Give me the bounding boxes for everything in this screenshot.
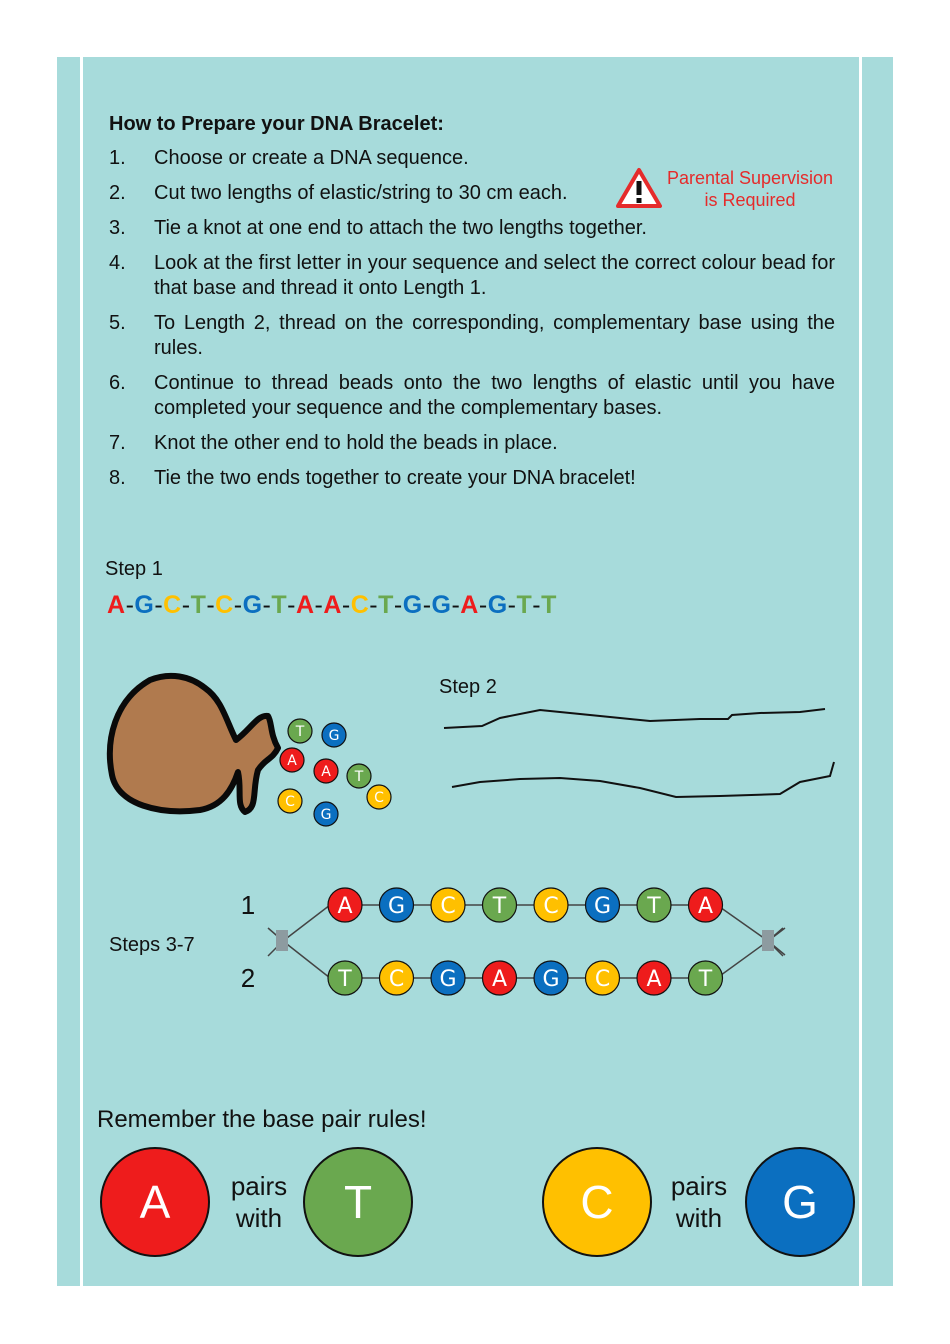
bracelet-bead [380,888,414,922]
sequence-dash: - [478,591,488,619]
sequence-base: A [295,591,315,619]
list-item: 2. Cut two lengths of elastic/string to 30 cm each. [109,182,568,204]
rules-title: Remember the base pair rules! [97,1106,427,1133]
svg-text:G: G [542,966,560,992]
list-item: 4. Look at the first letter in your sequence and select the correct colour bead for that base and thread it onto Length 1. [109,252,835,299]
sequence-dash: - [233,591,243,619]
svg-text:A: A [337,893,353,919]
elastic-string-2 [452,762,834,797]
bag-bead [314,802,338,826]
svg-text:T: T [698,966,713,992]
svg-text:A: A [491,966,508,992]
sequence-dash: - [341,591,351,619]
bag-beads [278,719,391,826]
knot-right [762,930,774,951]
bag-bead [367,785,391,809]
sequence-dash: - [287,591,296,619]
svg-text:G: G [439,966,457,992]
sequence-dash: - [314,591,324,619]
svg-text:C: C [285,794,295,811]
sequence-base: G [402,591,423,619]
svg-text:G: G [328,728,340,745]
bracelet-bead [586,888,620,922]
sequence-base: C [350,591,370,619]
step2-label: Step 2 [439,676,497,698]
sequence-base: T [190,591,207,619]
sequence-base: A [323,591,342,619]
rule-bead-a: A [100,1147,210,1257]
pairs-with-text-2: pairs with [670,1171,728,1233]
rule-bead-g: G [745,1147,855,1257]
bag-bead [322,723,346,747]
svg-text:A: A [697,893,714,919]
sequence-dash: - [393,591,403,619]
rule-bead-t: T [303,1147,413,1257]
sequence-base: T [516,591,533,619]
svg-text:C: C [374,790,384,807]
sequence-dash: - [125,591,135,619]
supervision-warning: Parental Supervision is Required [666,168,834,210]
sequence-dash: - [154,591,164,619]
bracelet-bead [483,961,517,995]
bracelet-bead [534,961,568,995]
bracelet-bead [431,961,465,995]
bag-bead [314,759,338,783]
sequence-dash: - [369,591,379,619]
sequence-base: C [215,591,234,619]
length1-label: 1 [240,890,256,920]
bracelet-bead [431,888,465,922]
svg-text:A: A [646,966,662,992]
sequence-base: T [378,591,394,619]
bag-bead [288,719,312,743]
bracelet-bead [328,961,362,995]
sequence-base: A [107,591,126,619]
elastic-string-1 [444,709,825,728]
svg-text:A: A [287,753,297,770]
pairs-with-text-1: pairs with [230,1171,288,1233]
sequence-base: T [271,591,288,619]
sequence-dash: - [507,591,517,619]
sequence-base: G [134,591,155,619]
list-item: 6. Continue to thread beads onto the two lengths of elastic until you have completed your sequence and the complementary bases. [109,372,835,419]
bracelet-bead [534,888,568,922]
sequence-dash: - [422,591,432,619]
sequence-base: G [431,591,452,619]
sequence-base: C [163,591,182,619]
bracelet-bead [637,961,671,995]
bracelet-bead [689,961,723,995]
sequence-base: T [541,591,557,619]
svg-text:T: T [295,724,305,741]
list-item: 7. Knot the other end to hold the beads in place. [109,432,558,454]
sequence-dash: - [532,591,542,619]
svg-text:T: T [492,893,507,919]
bracelet-bead [637,888,671,922]
sequence-dash: - [451,591,461,619]
svg-text:T: T [338,966,352,992]
sequence-base: G [487,591,508,619]
list-item: 8. Tie the two ends together to create your DNA bracelet! [109,467,636,489]
bracelet-bead [483,888,517,922]
sequence-base: A [460,591,479,619]
length2-label: 2 [240,963,256,993]
svg-text:A: A [321,764,331,781]
svg-text:G: G [320,807,332,824]
sequence-dash: - [181,591,191,619]
svg-text:C: C [440,893,456,919]
bag-bead [280,748,304,772]
svg-text:C: C [594,966,611,992]
instructions-heading: How to Prepare your DNA Bracelet: [109,113,444,135]
svg-text:T: T [354,769,364,786]
svg-text:G: G [593,893,612,919]
bracelet-bead [586,961,620,995]
bracelet-bead [328,888,362,922]
sequence-dash: - [206,591,216,619]
svg-text:C: C [543,893,559,919]
sequence-base: G [242,591,263,619]
svg-text:C: C [388,966,405,992]
rule-bead-c: C [542,1147,652,1257]
steps37-label: Steps 3-7 [109,934,195,956]
bag-bead [278,789,302,813]
sequence-dash: - [262,591,272,619]
svg-text:G: G [387,893,406,919]
list-item: 3. Tie a knot at one end to attach the two lengths together. [109,217,647,239]
svg-text:T: T [647,893,661,919]
step1-label: Step 1 [105,558,163,580]
knot-left [276,930,288,951]
list-item: 5. To Length 2, thread on the corresponding, complementary base using the rules. [109,312,835,359]
bracelet-bead [380,961,414,995]
list-item: 1. Choose or create a DNA sequence. [109,147,469,169]
bead-bag [110,676,278,812]
bag-bead [347,764,371,788]
bracelet-bead [689,888,723,922]
